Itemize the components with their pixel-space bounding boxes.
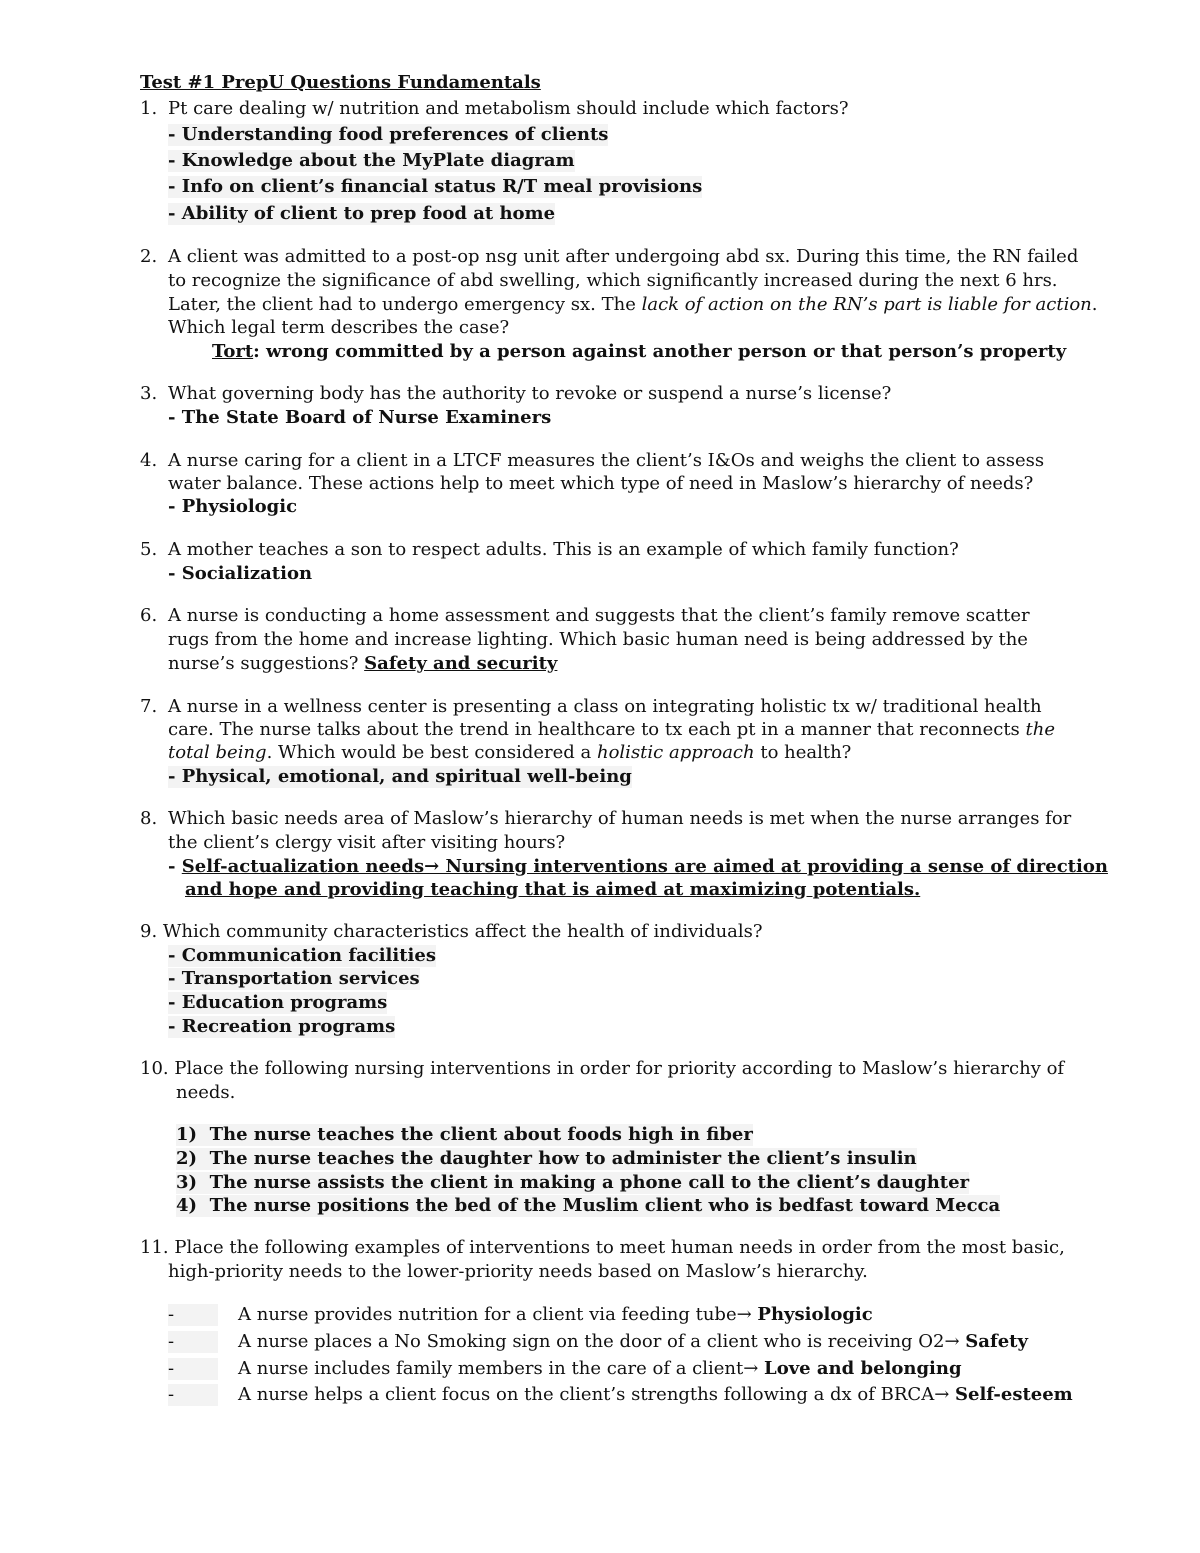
q5-number: 5. [140, 539, 158, 560]
q10-answer [176, 1124, 753, 1146]
q3-answer [168, 407, 551, 429]
order-number: 4) [176, 1195, 198, 1216]
q8-number: 8. [140, 808, 158, 829]
q9-answer [168, 992, 387, 1014]
document-title: Test #1 PrepU Questions Fundamentals [140, 72, 541, 93]
q1-answer [168, 176, 702, 198]
answer-text: Communication facilities [181, 945, 436, 966]
q11-dash: - [168, 1384, 218, 1406]
q7-question-line [168, 719, 1055, 741]
answer-text: Self-actualization needs→ Nursing interventions are aimed at providing a sense of direction [181, 856, 1108, 877]
q11-dash: - [168, 1304, 218, 1326]
q1-answer [168, 150, 575, 172]
text: Later, the client had to undergo emergency sx. The [168, 294, 642, 315]
dash: - [168, 992, 176, 1013]
text: care. The nurse talks about the trend in healthcare to tx each pt in a manner that reconnects [168, 719, 1026, 740]
italic-text: holistic approach [597, 742, 755, 763]
q11-item [238, 1358, 962, 1380]
item-answer: Love and belonging [764, 1358, 962, 1379]
q1-number: 1. [140, 98, 158, 119]
dash: - [168, 856, 176, 877]
q10-answer [176, 1172, 969, 1194]
q11-question-line: 11. Place the following examples of interventions to meet human needs in order from the most basic, [140, 1237, 1065, 1258]
q1-answer [168, 124, 608, 146]
q7-number: 7. [140, 696, 158, 717]
q9-answer [168, 968, 420, 990]
q11-dash: - [168, 1331, 218, 1353]
q2-number: 2. [140, 246, 158, 267]
q5-question: A mother teaches a son to respect adults. This is an example of which family function? [168, 539, 959, 560]
italic-text: lack of action on the RN’s part is liable for action [641, 294, 1092, 315]
dash: - [168, 496, 176, 517]
q10-answer [176, 1148, 917, 1170]
item-text: A nurse includes family members in the care of a client→ [238, 1358, 765, 1379]
q5-answer [168, 563, 312, 585]
item-answer: Physiologic [757, 1304, 873, 1325]
answer-text: Understanding food preferences of clients [181, 124, 609, 145]
answer-term: Tort [212, 341, 254, 362]
q2-question-line [168, 294, 1098, 316]
q10-question-line: 10. Place the following nursing interventions in order for priority according to Maslow’s hierarchy of [140, 1058, 1065, 1079]
order-number: 2) [176, 1148, 198, 1169]
q10-question-line: needs. [176, 1082, 236, 1103]
answer-text: The nurse assists the client in making a phone call to the client’s daughter [209, 1172, 970, 1193]
dash: - [168, 150, 176, 171]
answer-text: Education programs [181, 992, 388, 1013]
q2-question-line: to recognize the significance of abd swelling, which significantly increased during the next 6 hrs. [168, 270, 1058, 291]
q9-question: 9. Which community characteristics affect the health of individuals? [140, 921, 763, 942]
answer-text: Knowledge about the MyPlate diagram [181, 150, 575, 171]
answer-text: The nurse teaches the client about foods high in fiber [209, 1124, 753, 1145]
q9-answer [168, 945, 436, 967]
item-answer: Safety [965, 1331, 1028, 1352]
q11-item [238, 1331, 1028, 1353]
q9-answer [168, 1016, 395, 1038]
q6-question-line [168, 653, 557, 675]
answer-text: Physiologic [181, 496, 298, 517]
q11-item [238, 1304, 873, 1326]
dash: - [168, 1016, 176, 1037]
q8-question-line: the client’s clergy visit after visiting hours? [168, 832, 566, 853]
q7-question-line [168, 742, 851, 764]
q4-answer [168, 496, 297, 518]
answer-definition: : wrong committed by a person against another person or that person’s property [253, 341, 1067, 362]
q3-number: 3. [140, 383, 158, 404]
answer-text: The nurse positions the bed of the Muslim client who is bedfast toward Mecca [209, 1195, 1001, 1216]
dash: - [168, 766, 176, 787]
order-number: 3) [176, 1172, 198, 1193]
q2-question-line: Which legal term describes the case? [168, 317, 510, 338]
item-text: A nurse provides nutrition for a client via feeding tube→ [238, 1304, 758, 1325]
answer-text: Info on client’s financial status R/T meal provisions [181, 176, 703, 197]
answer-text: Physical, emotional, and spiritual well-being [181, 766, 632, 787]
dash: - [168, 124, 176, 145]
answer-text: Transportation services [181, 968, 420, 989]
q2-answer [212, 341, 1066, 363]
q11-item [238, 1384, 1073, 1406]
q1-question: Pt care dealing w/ nutrition and metabolism should include which factors? [168, 98, 849, 119]
text: . [1091, 294, 1098, 315]
text: to health? [754, 742, 852, 763]
q10-answer [176, 1195, 1000, 1217]
answer-text: Ability of client to prep food at home [181, 203, 556, 224]
dash: - [168, 945, 176, 966]
dash: - [168, 176, 176, 197]
q6-number: 6. [140, 605, 158, 626]
item-text: A nurse helps a client focus on the client’s strengths following a dx of BRCA→ [238, 1384, 955, 1405]
q8-answer-continued: and hope and providing teaching that is aimed at maximizing potentials. [185, 879, 921, 900]
text: . Which would be best considered a [266, 742, 597, 763]
dash: - [168, 203, 176, 224]
dash: - [168, 563, 176, 584]
order-number: 1) [176, 1124, 198, 1145]
answer-text: The State Board of Nurse Examiners [181, 407, 552, 428]
dash: - [168, 407, 176, 428]
q4-question-line: water balance. These actions help to meet which type of need in Maslow’s hierarchy of needs? [168, 473, 1034, 494]
q8-question-line: Which basic needs area of Maslow’s hierarchy of human needs is met when the nurse arranges for [168, 808, 1072, 829]
q3-question: What governing body has the authority to revoke or suspend a nurse’s license? [168, 383, 892, 404]
q8-answer [168, 856, 1108, 878]
q6-answer: Safety and security [364, 653, 558, 674]
q11-question-line: high-priority needs to the lower-priority needs based on Maslow’s hierarchy. [168, 1261, 868, 1282]
q6-question-line: A nurse is conducting a home assessment and suggests that the client’s family remove scatter [168, 605, 1030, 626]
q4-number: 4. [140, 450, 158, 471]
dash: - [168, 968, 176, 989]
answer-text: The nurse teaches the daughter how to administer the client’s insulin [209, 1148, 917, 1169]
text: nurse’s suggestions? [168, 653, 365, 674]
q1-answer [168, 203, 555, 225]
item-text: A nurse places a No Smoking sign on the door of a client who is receiving O2→ [238, 1331, 966, 1352]
q4-question-line: A nurse caring for a client in a LTCF measures the client’s I&Os and weighs the client to assess [168, 450, 1045, 471]
q7-question-line: A nurse in a wellness center is presenting a class on integrating holistic tx w/ traditional health [168, 696, 1042, 717]
q11-dash: - [168, 1358, 218, 1380]
q2-question-line: A client was admitted to a post-op nsg unit after undergoing abd sx. During this time, the RN failed [168, 246, 1079, 267]
italic-text: the [1025, 719, 1055, 740]
q6-question-line: rugs from the home and increase lighting. Which basic human need is being addressed by the [168, 629, 1028, 650]
q7-answer [168, 766, 632, 788]
item-answer: Self-esteem [955, 1384, 1073, 1405]
italic-text: total being [168, 742, 267, 763]
answer-text: Recreation programs [181, 1016, 396, 1037]
answer-text: Socialization [181, 563, 313, 584]
